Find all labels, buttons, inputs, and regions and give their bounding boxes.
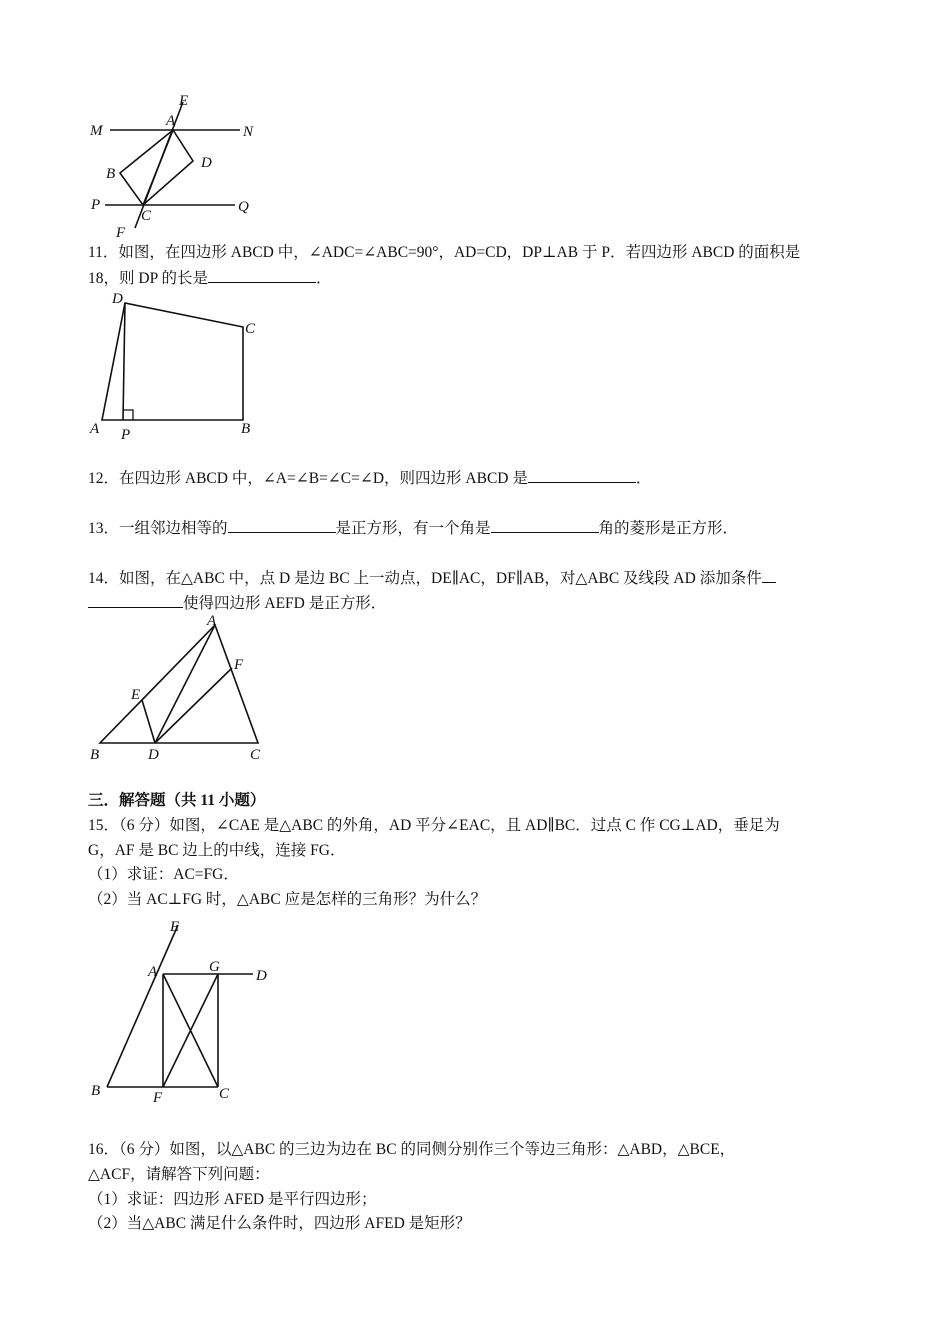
q12-answer-blank[interactable] bbox=[528, 467, 636, 483]
q13-part1: 13．一组邻边相等的 bbox=[88, 520, 228, 537]
label-C: C bbox=[245, 321, 256, 337]
q11-end: ． bbox=[316, 270, 332, 287]
figure-q15 bbox=[85, 915, 285, 1110]
q13-answer-blank-2[interactable] bbox=[491, 517, 599, 533]
label-C: C bbox=[219, 1086, 230, 1102]
q15-line2: G，AF 是 BC 边上的中线，连接 FG． bbox=[88, 842, 346, 859]
triangle-ABC bbox=[100, 625, 258, 743]
quadrilateral-ABDC bbox=[120, 130, 193, 205]
q13-answer-blank-1[interactable] bbox=[228, 517, 336, 533]
label-B: B bbox=[90, 747, 100, 763]
q13-part2: 是正方形，有一个角是 bbox=[335, 520, 491, 537]
section-title: 三．解答题（共 11 小题） bbox=[88, 792, 266, 809]
label-F: F bbox=[116, 225, 126, 241]
segment-DP bbox=[123, 303, 125, 420]
label-B: B bbox=[106, 166, 116, 182]
label-N: N bbox=[243, 124, 254, 140]
q14-text: 14．如图，在△ABC 中，点 D 是边 BC 上一动点，DE∥AC，DF∥AB，对△ABC 及线段 AD 添加条件 bbox=[88, 570, 762, 587]
label-D: D bbox=[148, 747, 159, 763]
q12-text: 12．在四边形 ABCD 中，∠A=∠B=∠C=∠D，则四边形 ABCD 是 bbox=[88, 470, 528, 487]
label-Q: Q bbox=[238, 199, 249, 215]
label-C: C bbox=[250, 747, 261, 763]
label-E: E bbox=[131, 687, 141, 703]
q13-part3: 角的菱形是正方形． bbox=[598, 520, 739, 537]
label-D: D bbox=[112, 291, 123, 307]
label-D: D bbox=[256, 968, 267, 984]
q13 bbox=[88, 517, 738, 540]
label-F: F bbox=[234, 657, 244, 673]
q12 bbox=[88, 467, 651, 490]
figure-q14-triangle bbox=[85, 610, 285, 770]
q12-end: ． bbox=[635, 470, 652, 487]
q16-line1: 16．（6 分）如图，以△ABC 的三边为边在 BC 的同侧分别作三个等边三角形：△ABD，△BCE， bbox=[88, 1141, 736, 1158]
label-A: A bbox=[90, 421, 100, 437]
q14-line1 bbox=[88, 567, 776, 590]
q15-sub1: （1）求证：AC=FG． bbox=[88, 866, 239, 883]
right-angle-mark bbox=[123, 410, 133, 420]
q11-line1: 11．如图，在四边形 ABCD 中，∠ADC=∠ABC=90°，AD=CD，DP⊥AB 于 P．若四边形 ABCD 的面积是 bbox=[88, 244, 801, 261]
label-A: A bbox=[148, 964, 158, 980]
label-A: A bbox=[166, 113, 176, 129]
q16-sub2: （2）当△ABC 满足什么条件时，四边形 AFED 是矩形？ bbox=[88, 1215, 471, 1232]
label-M: M bbox=[90, 123, 103, 139]
q16-sub1: （1）求证：四边形 AFED 是平行四边形； bbox=[88, 1191, 377, 1208]
q15-line1: 15．（6 分）如图，∠CAE 是△ABC 的外角，AD 平分∠EAC，且 AD∥BC．过点 C 作 CG⊥AD，垂足为 bbox=[88, 817, 780, 834]
label-P: P bbox=[121, 427, 131, 443]
figure-parallel-lines bbox=[80, 85, 270, 245]
label-E: E bbox=[170, 919, 180, 935]
label-G: G bbox=[209, 959, 220, 975]
label-B: B bbox=[91, 1083, 101, 1099]
label-C: C bbox=[141, 208, 152, 224]
q11-text: 18，则 DP 的长是 bbox=[88, 270, 208, 287]
label-P: P bbox=[91, 197, 101, 213]
segment-DE bbox=[142, 700, 155, 743]
q15-sub2: （2）当 AC⊥FG 时，△ABC 应是怎样的三角形？为什么？ bbox=[88, 891, 487, 908]
label-D: D bbox=[201, 155, 212, 171]
label-E: E bbox=[179, 93, 189, 109]
figure-q11-quadrilateral bbox=[85, 285, 275, 445]
q14-answer-blank-start[interactable] bbox=[762, 567, 776, 583]
label-B: B bbox=[241, 421, 251, 437]
label-A: A bbox=[207, 613, 217, 629]
segment-DF bbox=[155, 668, 232, 743]
q11-answer-blank[interactable] bbox=[208, 267, 316, 283]
segment-AD bbox=[155, 625, 215, 743]
line-BE bbox=[107, 925, 178, 1087]
q14-answer-blank-end[interactable] bbox=[88, 592, 183, 608]
label-F: F bbox=[153, 1090, 163, 1106]
q16-line2: △ACF，请解答下列问题： bbox=[88, 1166, 270, 1183]
q14-text-end: 使得四边形 AEFD 是正方形． bbox=[183, 595, 387, 612]
